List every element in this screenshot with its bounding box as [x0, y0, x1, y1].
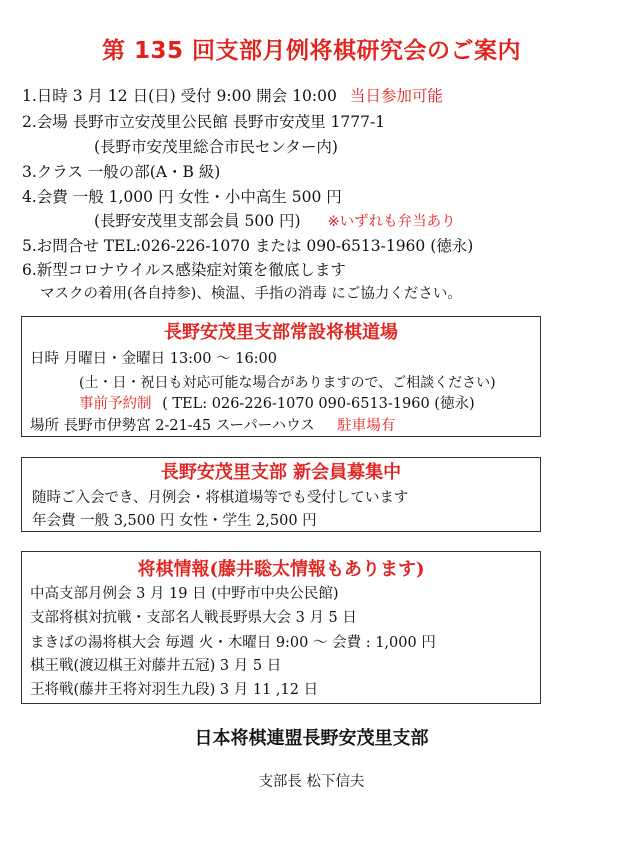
- contact-text: 5.お問合せ TEL:026-226-1070 または 090-6513-1960 (徳永): [22, 237, 474, 255]
- date-text: 1.日時 3 月 12 日(日) 受付 9:00 開会 10:00: [22, 87, 337, 105]
- covid-text: 6.新型コロナウイルス感染症対策を徹底します: [22, 261, 346, 279]
- dojo-reservation-row: [79, 394, 475, 414]
- class-text: 3.クラス 一般の部(A・B 級): [22, 163, 221, 181]
- fee-member-row: [94, 211, 456, 232]
- info-item: 王将戦(藤井王将対羽生九段) 3 月 11 ,12 日: [30, 682, 319, 698]
- dojo-schedule-note: (土・日・祝日も対応可能な場合がありますので、ご相談ください): [79, 375, 496, 391]
- membership-box: [21, 457, 541, 532]
- page-title: 第 135 回支部月例将棋研究会のご案内: [101, 38, 522, 64]
- info-item: まきばの湯将棋大会 毎週 火・木曜日 9:00 ～ 会費 : 1,000 円: [30, 635, 436, 651]
- dojo-box: [21, 316, 541, 437]
- venue-text: 2.会場 長野市立安茂里公民館 長野市安茂里 1777-1: [22, 113, 386, 131]
- reservation-label: 事前予約制: [79, 396, 152, 412]
- dojo-place-row: [30, 416, 395, 436]
- dojo-title: 長野安茂里支部常設将棋道場: [164, 322, 398, 343]
- dojo-schedule: 日時 月曜日・金曜日 13:00 ～ 16:00: [30, 351, 278, 367]
- dojo-place: 場所 長野市伊勢宮 2-21-45 スーパーハウス: [30, 418, 315, 434]
- covid-sub-text: マスクの着用(各自持参)、検温、手指の消毒 にご協力ください。: [40, 286, 462, 302]
- same-day-entry-note: 当日参加可能: [349, 87, 443, 105]
- venue-sub-text: (長野市安茂里総合市民センター内): [94, 138, 338, 156]
- membership-title: 長野安茂里支部 新会員募集中: [160, 462, 402, 483]
- reservation-tel: ( TEL: 026-226-1070 090-6513-1960 (徳永): [162, 396, 475, 412]
- parking-note: 駐車場有: [337, 418, 396, 434]
- branch-chief: 支部長 松下信夫: [258, 774, 365, 790]
- membership-line-2: 年会費 一般 3,500 円 女性・学生 2,500 円: [32, 513, 317, 529]
- shogi-info-box: [21, 551, 541, 704]
- date-row: [22, 86, 443, 106]
- fee-member-text: (長野安茂里支部会員 500 円): [94, 212, 301, 230]
- lunch-note: ※いずれも弁当あり: [327, 214, 456, 230]
- membership-line-1: 随時ご入会でき、月例会・将棋道場等でも受付しています: [32, 490, 409, 506]
- organization-name: 日本将棋連盟長野安茂里支部: [194, 728, 429, 749]
- fee-text: 4.会費 一般 1,000 円 女性・小中高生 500 円: [22, 188, 342, 206]
- info-item: 棋王戦(渡辺棋王対藤井五冠) 3 月 5 日: [30, 658, 282, 674]
- info-item: 中高支部月例会 3 月 19 日 (中野市中央公民館): [30, 586, 339, 602]
- info-item: 支部将棋対抗戦・支部名人戦長野県大会 3 月 5 日: [30, 610, 357, 626]
- shogi-info-title: 将棋情報(藤井聡太情報もあります): [137, 559, 425, 580]
